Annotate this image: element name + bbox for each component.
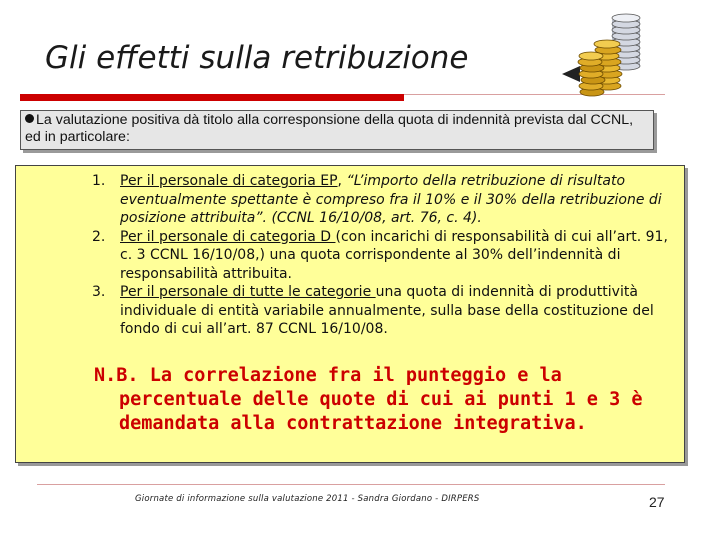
footer-divider (37, 484, 665, 485)
nota-bene-rest: percentuale delle quote di cui ai punti 1 e 3 è demandata alla contrattazione integrativa. (119, 389, 643, 434)
list-item (92, 172, 682, 228)
title-accent-bar (20, 94, 404, 101)
bullet-icon (25, 114, 34, 123)
item-number: 1. (92, 173, 106, 189)
slide-title: Gli effetti sulla retribuzione (45, 40, 469, 76)
coins-stack-icon (560, 8, 650, 98)
list-item (92, 283, 682, 339)
item-number: 3. (92, 284, 106, 300)
item-number: 2. (92, 228, 106, 245)
item-heading: Per il personale di categoria EP (120, 173, 338, 189)
intro-box (20, 110, 654, 150)
item-heading: Per il personale di tutte le categorie (120, 284, 376, 300)
page-number: 27 (649, 494, 665, 510)
item-quote: “L’importo della retribuzione di risultato eventualmente spettante è compreso fra il 10% e il 30% della retribuzione di posizione attribuita”. (CCNL 16/10/08, art. 76, c. 4). (120, 173, 662, 226)
item-heading: Per il personale di categoria D (120, 228, 336, 245)
item-text: una quota di indennità di produttività individuale di entità variabile annualmente, sulla base della costituzione del fondo di cui all’art. 87 CCNL 16/10/08. (120, 284, 654, 337)
nota-bene (94, 364, 654, 436)
item-text: (con incarichi di responsabilità di cui all’art. 91, c. 3 CCNL 16/10/08,) una quota corrispondente al 30% dell’indennità di responsabilità attribuita. (120, 228, 668, 282)
footer-text: Giornate di informazione sulla valutazione 2011 - Sandra Giordano - DIRPERS (135, 494, 480, 504)
list-item (92, 228, 682, 284)
intro-text: La valutazione positiva dà titolo alla corresponsione della quota di indennità prevista dal CCNL, ed in particolare: (25, 112, 634, 145)
item-separator: , (337, 173, 347, 189)
nota-bene-first-line: N.B. La correlazione fra il punteggio e la (94, 365, 562, 386)
criteria-list (92, 172, 682, 339)
